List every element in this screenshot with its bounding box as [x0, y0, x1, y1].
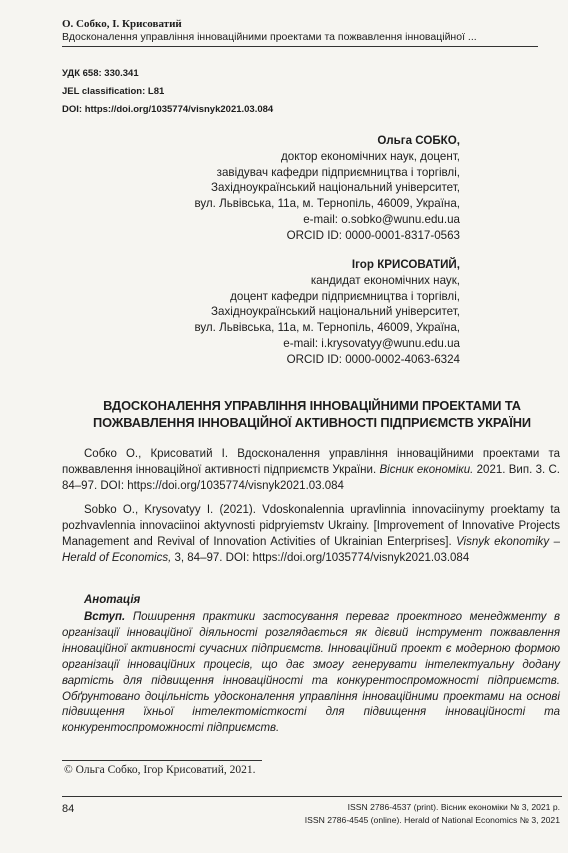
- jel-classification: JEL classification: L81: [62, 86, 165, 97]
- author-email: e-mail: i.krysovatyy@wunu.edu.ua: [283, 336, 460, 350]
- citation-details: 2021. Вип. 3. С. 84–97. DOI: https://doi.org/1035774/visnyk2021.03.084: [62, 464, 560, 492]
- author-name: Ігор КРИСОВАТИЙ,: [351, 258, 460, 271]
- author-university: Західноукраїнський національний університет,: [211, 181, 460, 195]
- running-header-title: Вдосконалення управління інноваційними проектами та пожвавлення інноваційної ...: [62, 31, 477, 43]
- citation-details: 3, 84–97. DOI: https://doi.org/1035774/visnyk2021.03.084: [171, 552, 470, 564]
- citation-ukrainian: [62, 446, 560, 494]
- author-orcid: ORCID ID: 0000-0001-8317-0563: [286, 228, 460, 242]
- udc-code: УДК 658: 330.341: [62, 68, 139, 79]
- citation-journal: Вісник економіки.: [379, 464, 474, 476]
- abstract-heading: Анотація: [84, 594, 141, 606]
- citation-journal: Visnyk ekonomiky – Herald of Economics,: [62, 536, 560, 564]
- author-position: доцент кафедри підприємництва і торгівлі,: [230, 289, 460, 303]
- issn-online: ISSN 2786-4545 (online). Herald of National Economics № 3, 2021: [304, 815, 560, 825]
- footnote-divider: [62, 760, 262, 761]
- author-address: вул. Львівська, 11а, м. Тернопіль, 46009, Україна,: [194, 321, 460, 335]
- copyright-footnote: © Ольга Собко, Ігор Крисоватий, 2021.: [64, 764, 256, 776]
- page-number: 84: [62, 803, 75, 815]
- citation-text: Sobko O., Krysovatyy I. (2021). Vdoskonalennia upravlinnia innovaciinymy proektamy ta pozhvavlennia innovaciinoi aktyvnosti pidpryiemstv Ukrainy. [Improvement of Innovative Projects Management and Revival of Innovation Activities of Ukrainian Enterprises].: [62, 504, 560, 548]
- issn-print: ISSN 2786-4537 (print). Вісник економіки № 3, 2021 р.: [347, 802, 560, 812]
- author-email: e-mail: o.sobko@wunu.edu.ua: [303, 212, 460, 226]
- article-title: [62, 397, 562, 431]
- author-orcid: ORCID ID: 0000-0002-4063-6324: [286, 352, 460, 366]
- abstract-text: Поширення практики застосування переваг проектного менеджменту в організації інноваційної діяльності розглядається як дієвий інструмент пожвавлення інноваційної активності сучасних підприємств. Інноваційний проект є модерною формою організації інноваційних процесів, що дає змогу генерувати інтелектуальну додану вартість для підвищення інноваційності та конкурентоспроможності підприємств. Обґрунтовано доцільність удосконалення управління інноваційними проектами на основі підвищення їхньої інтелектомісткості для підвищення інноваційності та конкурентоспроможності підприємств.: [62, 611, 560, 735]
- author-name: Ольга СОБКО,: [377, 134, 460, 147]
- author-university: Західноукраїнський національний університет,: [211, 305, 460, 319]
- citation-text: Собко О., Крисоватий І. Вдосконалення управління інноваційними проектами та пожвавлення інноваційної активності підприємств України.: [62, 448, 560, 476]
- running-header-authors: О. Собко, І. Крисоватий: [62, 18, 182, 30]
- author-position: завідувач кафедри підприємництва і торгівлі,: [216, 165, 460, 179]
- abstract-body: [62, 610, 560, 737]
- abstract-lead: Вступ.: [84, 611, 126, 623]
- doi-line: DOI: https://doi.org/1035774/visnyk2021.03.084: [62, 104, 274, 115]
- citation-english: [62, 502, 560, 566]
- author-block-2: [60, 257, 460, 368]
- author-degree: доктор економічних наук, доцент,: [281, 149, 460, 163]
- article-title-line: ВДОСКОНАЛЕННЯ УПРАВЛІННЯ ІННОВАЦІЙНИМИ ПРОЕКТАМИ ТА: [103, 398, 521, 413]
- author-address: вул. Львівська, 11а, м. Тернопіль, 46009, Україна,: [194, 197, 460, 211]
- footer-issn: [305, 801, 560, 827]
- article-title-line: ПОЖВАВЛЕННЯ ІННОВАЦІЙНОЇ АКТИВНОСТІ ПІДПРИЄМСТВ УКРАЇНИ: [93, 415, 531, 430]
- author-degree: кандидат економічних наук,: [310, 273, 460, 287]
- running-header: [62, 18, 538, 47]
- author-block-1: [60, 133, 460, 244]
- footer-divider: [62, 796, 562, 797]
